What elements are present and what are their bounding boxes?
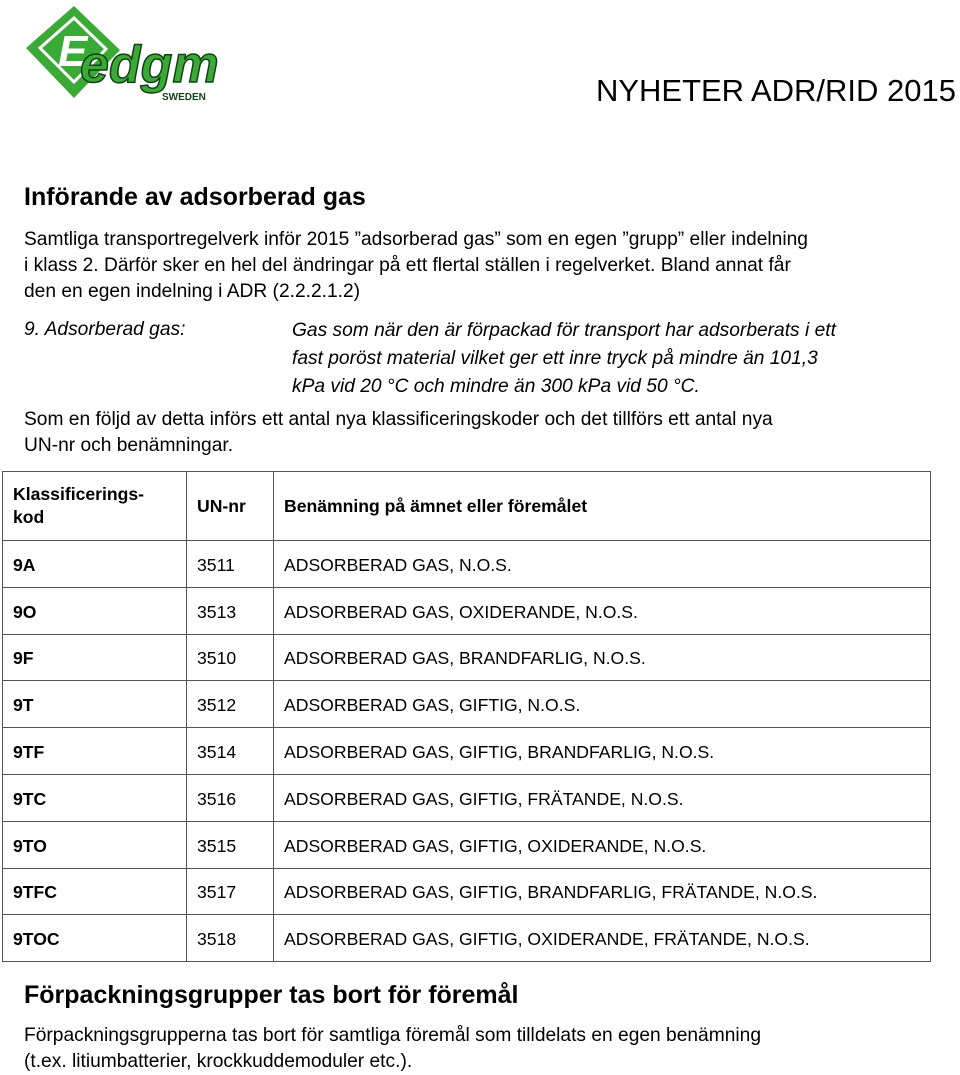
section-heading-packing-groups: Förpackningsgrupper tas bort för föremål — [24, 981, 519, 1009]
intro-line: Samtliga transportregelverk inför 2015 ”adsorberad gas” som en egen ”grupp” eller indelning — [24, 229, 808, 250]
cell-name: ADSORBERAD GAS, GIFTIG, BRANDFARLIG, FRÄTANDE, N.O.S. — [274, 868, 931, 915]
header-classification-code — [3, 472, 187, 541]
company-logo — [22, 2, 234, 108]
cell-name: ADSORBERAD GAS, GIFTIG, N.O.S. — [274, 681, 931, 728]
table-row — [3, 728, 931, 775]
header-code-line: Klassificerings- — [13, 484, 145, 504]
cell-un: 3510 — [187, 634, 274, 681]
classification-table — [2, 471, 931, 962]
table-row — [3, 868, 931, 915]
cell-name: ADSORBERAD GAS, GIFTIG, OXIDERANDE, FRÄTANDE, N.O.S. — [274, 915, 931, 962]
table-row — [3, 541, 931, 588]
logo-wordmark: edgm — [80, 36, 219, 94]
followup-line: Som en följd av detta införs ett antal nya klassificeringskoder och det tillförs ett antal nya — [24, 409, 773, 430]
table-row — [3, 821, 931, 868]
table-row — [3, 774, 931, 821]
section-heading-adsorbed-gas: Införande av adsorberad gas — [24, 183, 366, 211]
document-title: NYHETER ADR/RID 2015 — [595, 73, 956, 108]
table-header-row — [3, 472, 931, 541]
packing-groups-line: (t.ex. litiumbatterier, krockkuddemoduler etc.). — [24, 1051, 413, 1072]
cell-un: 3517 — [187, 868, 274, 915]
table-row — [3, 587, 931, 634]
header-name: Benämning på ämnet eller föremålet — [274, 472, 931, 541]
definition-line: kPa vid 20 °C och mindre än 300 kPa vid 50 °C. — [292, 376, 700, 397]
table-row — [3, 681, 931, 728]
packing-groups-paragraph — [24, 1023, 761, 1075]
cell-code: 9F — [3, 634, 187, 681]
followup-paragraph — [24, 407, 773, 459]
cell-code: 9TFC — [3, 868, 187, 915]
cell-name: ADSORBERAD GAS, GIFTIG, FRÄTANDE, N.O.S. — [274, 774, 931, 821]
intro-paragraph — [24, 227, 808, 305]
cell-code: 9T — [3, 681, 187, 728]
cell-un: 3515 — [187, 821, 274, 868]
cell-un: 3512 — [187, 681, 274, 728]
definition-text — [292, 317, 836, 401]
definition-line: Gas som när den är förpackad för transport har adsorberats i ett — [292, 320, 836, 341]
cell-name: ADSORBERAD GAS, N.O.S. — [274, 541, 931, 588]
cell-name: ADSORBERAD GAS, GIFTIG, BRANDFARLIG, N.O.S. — [274, 728, 931, 775]
cell-un: 3518 — [187, 915, 274, 962]
definition-term: 9. Adsorberad gas: — [24, 319, 186, 340]
cell-code: 9A — [3, 541, 187, 588]
logo-subtitle: SWEDEN — [162, 92, 206, 103]
cell-un: 3516 — [187, 774, 274, 821]
cell-name: ADSORBERAD GAS, BRANDFARLIG, N.O.S. — [274, 634, 931, 681]
definition-line: fast poröst material vilket ger ett inre tryck på mindre än 101,3 — [292, 348, 818, 369]
logo-e-letter: E — [58, 27, 88, 76]
cell-code: 9TC — [3, 774, 187, 821]
cell-un: 3514 — [187, 728, 274, 775]
cell-code: 9O — [3, 587, 187, 634]
cell-name: ADSORBERAD GAS, OXIDERANDE, N.O.S. — [274, 587, 931, 634]
header-un-number: UN-nr — [187, 472, 274, 541]
cell-name: ADSORBERAD GAS, GIFTIG, OXIDERANDE, N.O.S. — [274, 821, 931, 868]
cell-un: 3511 — [187, 541, 274, 588]
intro-line: den en egen indelning i ADR (2.2.2.1.2) — [24, 281, 361, 302]
table-row — [3, 634, 931, 681]
cell-un: 3513 — [187, 587, 274, 634]
cell-code: 9TF — [3, 728, 187, 775]
packing-groups-line: Förpackningsgrupperna tas bort för samtliga föremål som tilldelats en egen benämning — [24, 1025, 761, 1046]
cell-code: 9TOC — [3, 915, 187, 962]
table-row — [3, 915, 931, 962]
intro-line: i klass 2. Därför sker en hel del ändringar på ett flertal ställen i regelverket. Bland annat får — [24, 255, 791, 276]
cell-code: 9TO — [3, 821, 187, 868]
followup-line: UN-nr och benämningar. — [24, 435, 234, 456]
header-code-line: kod — [13, 507, 45, 527]
